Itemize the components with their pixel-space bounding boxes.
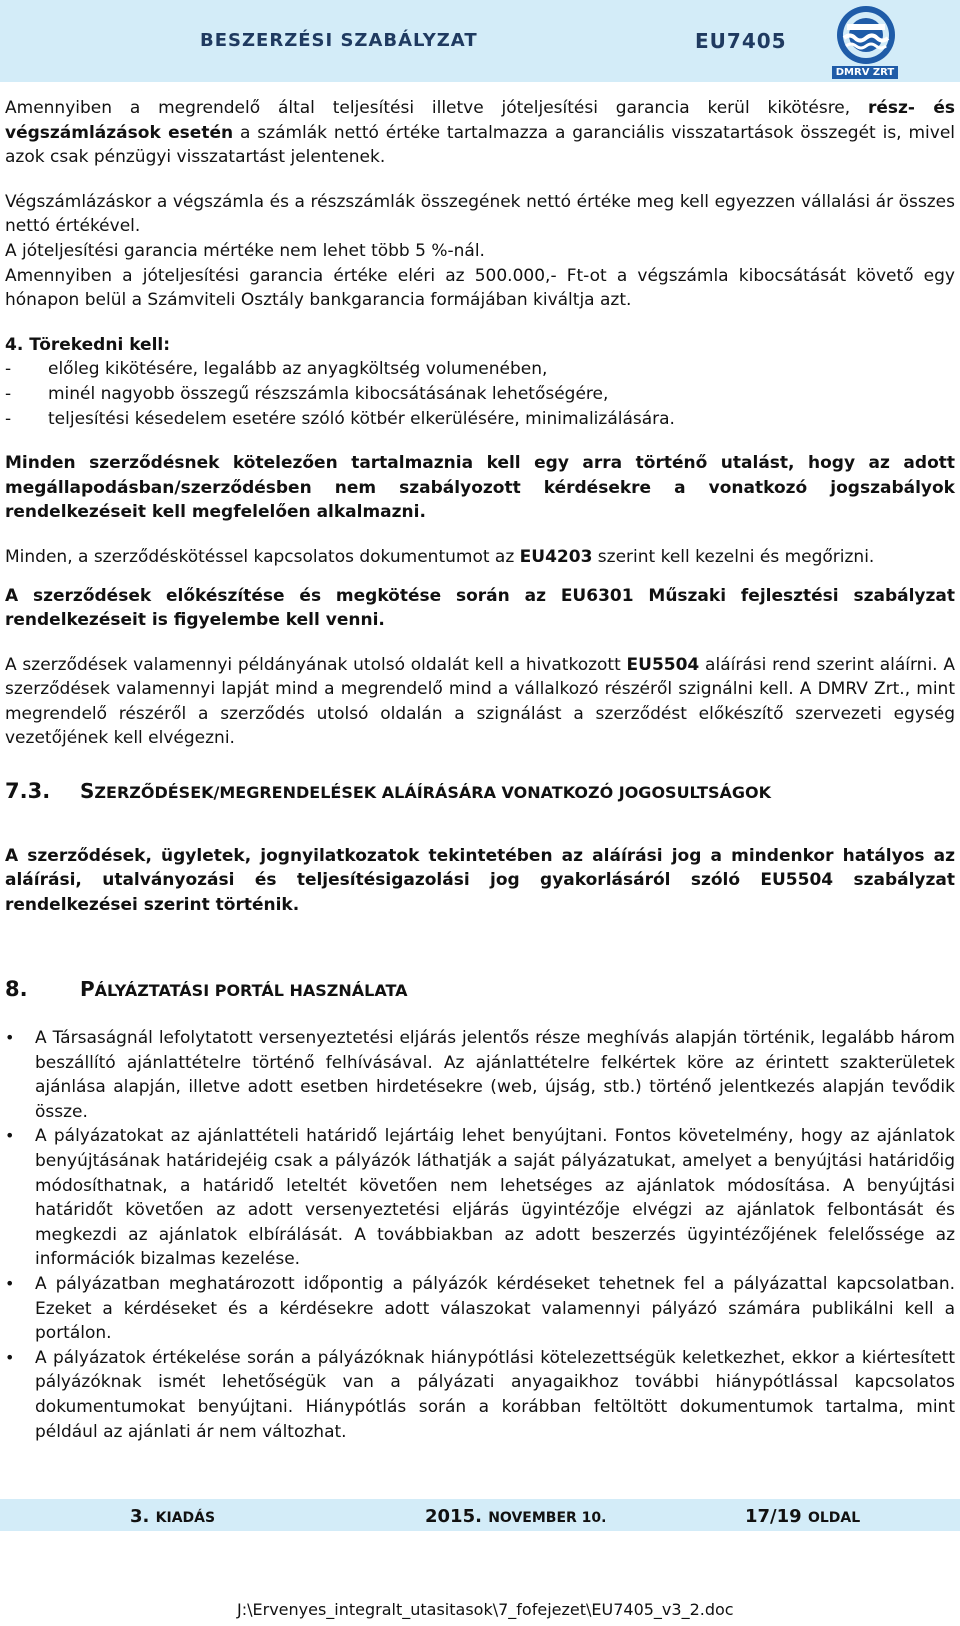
edition-label: KIADÁS xyxy=(155,1510,216,1526)
section-8-heading xyxy=(5,977,955,1004)
section-4-heading: 4. Törekedni kell: xyxy=(5,334,171,355)
paragraph-guarantee-limit: A jóteljesítési garancia mértéke nem lehet több 5 %-nál. xyxy=(5,240,485,261)
list-item xyxy=(5,1272,955,1346)
text: Minden, a szerződéskötéssel kapcsolatos dokumentumot az xyxy=(5,546,520,567)
paragraph-legal-reference: Minden szerződésnek kötelezően tartalmaznia kell egy arra történő utalást, hogy az adott megállapodásban/szerződésben nem szabályozott kérdésekre a vonatkozó jogszabályok rendelkezéseit kell megfelelően alkalmazni. xyxy=(5,453,955,523)
list-item xyxy=(5,1026,955,1124)
heading-initial: P xyxy=(80,977,95,1002)
text: A szerződések valamennyi példányának utolsó oldalát kell a hivatkozott xyxy=(5,654,627,675)
page-number xyxy=(745,1506,860,1527)
document-code: EU7405 xyxy=(695,29,787,53)
page-label: OLDAL xyxy=(807,1510,861,1526)
page-footer xyxy=(0,1499,960,1531)
paragraph-document-handling xyxy=(5,545,955,570)
text: aláírási rend szerint aláírni. A szerződések valamennyi lapját mind a megrendelő mind a vállalkozó részéről szignálni kell. A DMRV Zrt., mint megrendelő részéről a szerződés utolsó oldalán a szignálást a szerződést előkészítő szervezeti egység vezetőjének kell elvégezni. xyxy=(5,654,955,749)
paragraph-signing xyxy=(5,653,955,751)
list-item xyxy=(5,357,955,382)
bullet-icon: • xyxy=(5,1347,15,1367)
bullet-icon: • xyxy=(5,1028,15,1048)
page-header xyxy=(0,0,960,82)
document-title: BESZERZÉSI SZABÁLYZAT xyxy=(200,30,478,51)
list-item-text: teljesítési késedelem esetére szóló kötbér elkerülésére, minimalizálására. xyxy=(48,408,675,429)
file-path: J:\Ervenyes_integralt_utasitasok\7_fofejezet\EU7405_v3_2.doc xyxy=(237,1600,734,1619)
heading-text: ZERZŐDÉSEK/MEGRENDELÉSEK ALÁÍRÁSÁRA VONATKOZÓ JOGOSULTSÁGOK xyxy=(94,783,772,803)
list-item-text: előleg kikötésére, legalább az anyagköltség volumenében, xyxy=(48,359,548,380)
list-item xyxy=(5,382,955,407)
dash-marker: - xyxy=(5,408,12,429)
list-item xyxy=(5,1346,955,1444)
bullet-icon: • xyxy=(5,1273,15,1293)
bold-text: rész- és végszámlázások esetén xyxy=(5,98,955,143)
portal-bullet-list xyxy=(5,1026,955,1444)
section-7-3-heading xyxy=(5,779,955,806)
bold-text: EU5504 xyxy=(626,654,700,675)
paragraph-bank-guarantee: Amennyiben a jóteljesítési garancia értéke eléri az 500.000,- Ft-ot a végszámla kibocsátását követő egy hónapon belül a Számviteli Osztály bankgarancia formájában kiváltja azt. xyxy=(5,265,955,311)
heading-text: ÁLYÁZTATÁSI PORTÁL HASZNÁLATA xyxy=(94,981,408,1001)
page-count: 17/19 xyxy=(745,1506,802,1527)
paragraph-eu6301: A szerződések előkészítése és megkötése során az EU6301 Műszaki fejlesztési szabályzat rendelkezéseit is figyelembe kell venni. xyxy=(5,585,955,631)
heading-initial: S xyxy=(80,779,95,804)
list-item-text: minél nagyobb összegű részszámla kibocsátásának lehetőségére, xyxy=(48,383,609,404)
date-year: 2015. xyxy=(425,1506,482,1527)
bold-text: EU4203 xyxy=(519,546,593,567)
date-rest: NOVEMBER 10. xyxy=(488,1510,607,1526)
paragraph-guarantee xyxy=(5,96,955,170)
list-item-text: A pályázatban meghatározott időpontig a pályázók kérdéseket tehetnek fel a pályázattal kapcsolatban. Ezeket a kérdéseket és a kérdésekre adott válaszokat valamennyi pályázó számára publikálni kell a portálon. xyxy=(35,1273,955,1344)
dash-marker: - xyxy=(5,359,12,380)
bullet-icon: • xyxy=(5,1126,15,1146)
list-item-text: A pályázatokat az ajánlattételi határidő lejártáig lehet benyújtani. Fontos követelmény, hogy az ajánlatok benyújtásának határidejéig csak a pályázók láthatják a saját pályázatukat, amelyet a benyújtási határidőig módosíthatnak, a határidő leteltét követően nem lehetséges az ajánlatok módosítása. A benyújtási határidőt követően az adott versenyeztetési eljárás ügyintézője elvégzi az ajánlatok felbontását és megkezdi az ajánlatok elbírálását. A továbbiakban az adott beszerzés ügyintézőjének felelőssége az információk bizalmas kezelése. xyxy=(35,1126,955,1270)
section-number: 7.3. xyxy=(5,779,51,804)
section-number: 8. xyxy=(5,977,28,1002)
logo-label: DMRV ZRT xyxy=(832,66,898,79)
issue-date xyxy=(425,1506,606,1527)
list-item xyxy=(5,1124,955,1272)
dmrv-logo-icon xyxy=(830,4,902,68)
document-body xyxy=(5,96,955,1444)
text: szerint kell kezelni és megőrizni. xyxy=(592,546,875,567)
dash-marker: - xyxy=(5,383,12,404)
paragraph-final-invoice: Végszámlázáskor a végszámla és a részszámlák összegének nettó értéke meg kell egyezzen vállalási ár összes nettó értékével. xyxy=(5,191,955,237)
list-item xyxy=(5,407,955,432)
edition xyxy=(130,1506,215,1527)
paragraph-signing-rights: A szerződések, ügyletek, jognyilatkozatok tekintetében az aláírási jog a mindenkor hatályos az aláírási, utalványozási és teljesítésigazolási jog gyakorlásáról szóló EU5504 szabályzat rendelkezései szerint történik. xyxy=(5,845,955,915)
text: a számlák nettó értéke tartalmazza a garanciális visszatartások összegét is, mivel azok csak pénzügyi visszatartást jelentenek. xyxy=(5,122,955,168)
list-item-text: A pályázatok értékelése során a pályázóknak hiánypótlási kötelezettségük keletkezhet, ekkor a kiértesített pályázóknak ismét lehetőségük van a pályázati anyagaikhoz további hiánypótlással kapcsolatos dokumentumokat benyújtani. Hiánypótlás során a korábban feltöltött dokumentumok tartalma, mint például az ajánlati ár nem változhat. xyxy=(35,1347,955,1442)
text: Amennyiben a megrendelő által teljesítési illetve jóteljesítési garancia kerül kikötésre, xyxy=(5,98,868,118)
company-logo xyxy=(830,4,902,80)
list-item-text: A Társaságnál lefolytatott versenyeztetési eljárás jelentős része meghívás alapján történik, legalább három beszállító ajánlattételre történő felhívásával. Az ajánlattételre felkértek köre az érintett szakterületek ajánlása alapján, illetve adott esetben hirdetésekre (web, újság, stb.) történő jelentkezés alapján tevődik össze. xyxy=(35,1028,955,1122)
edition-number: 3. xyxy=(130,1506,150,1527)
